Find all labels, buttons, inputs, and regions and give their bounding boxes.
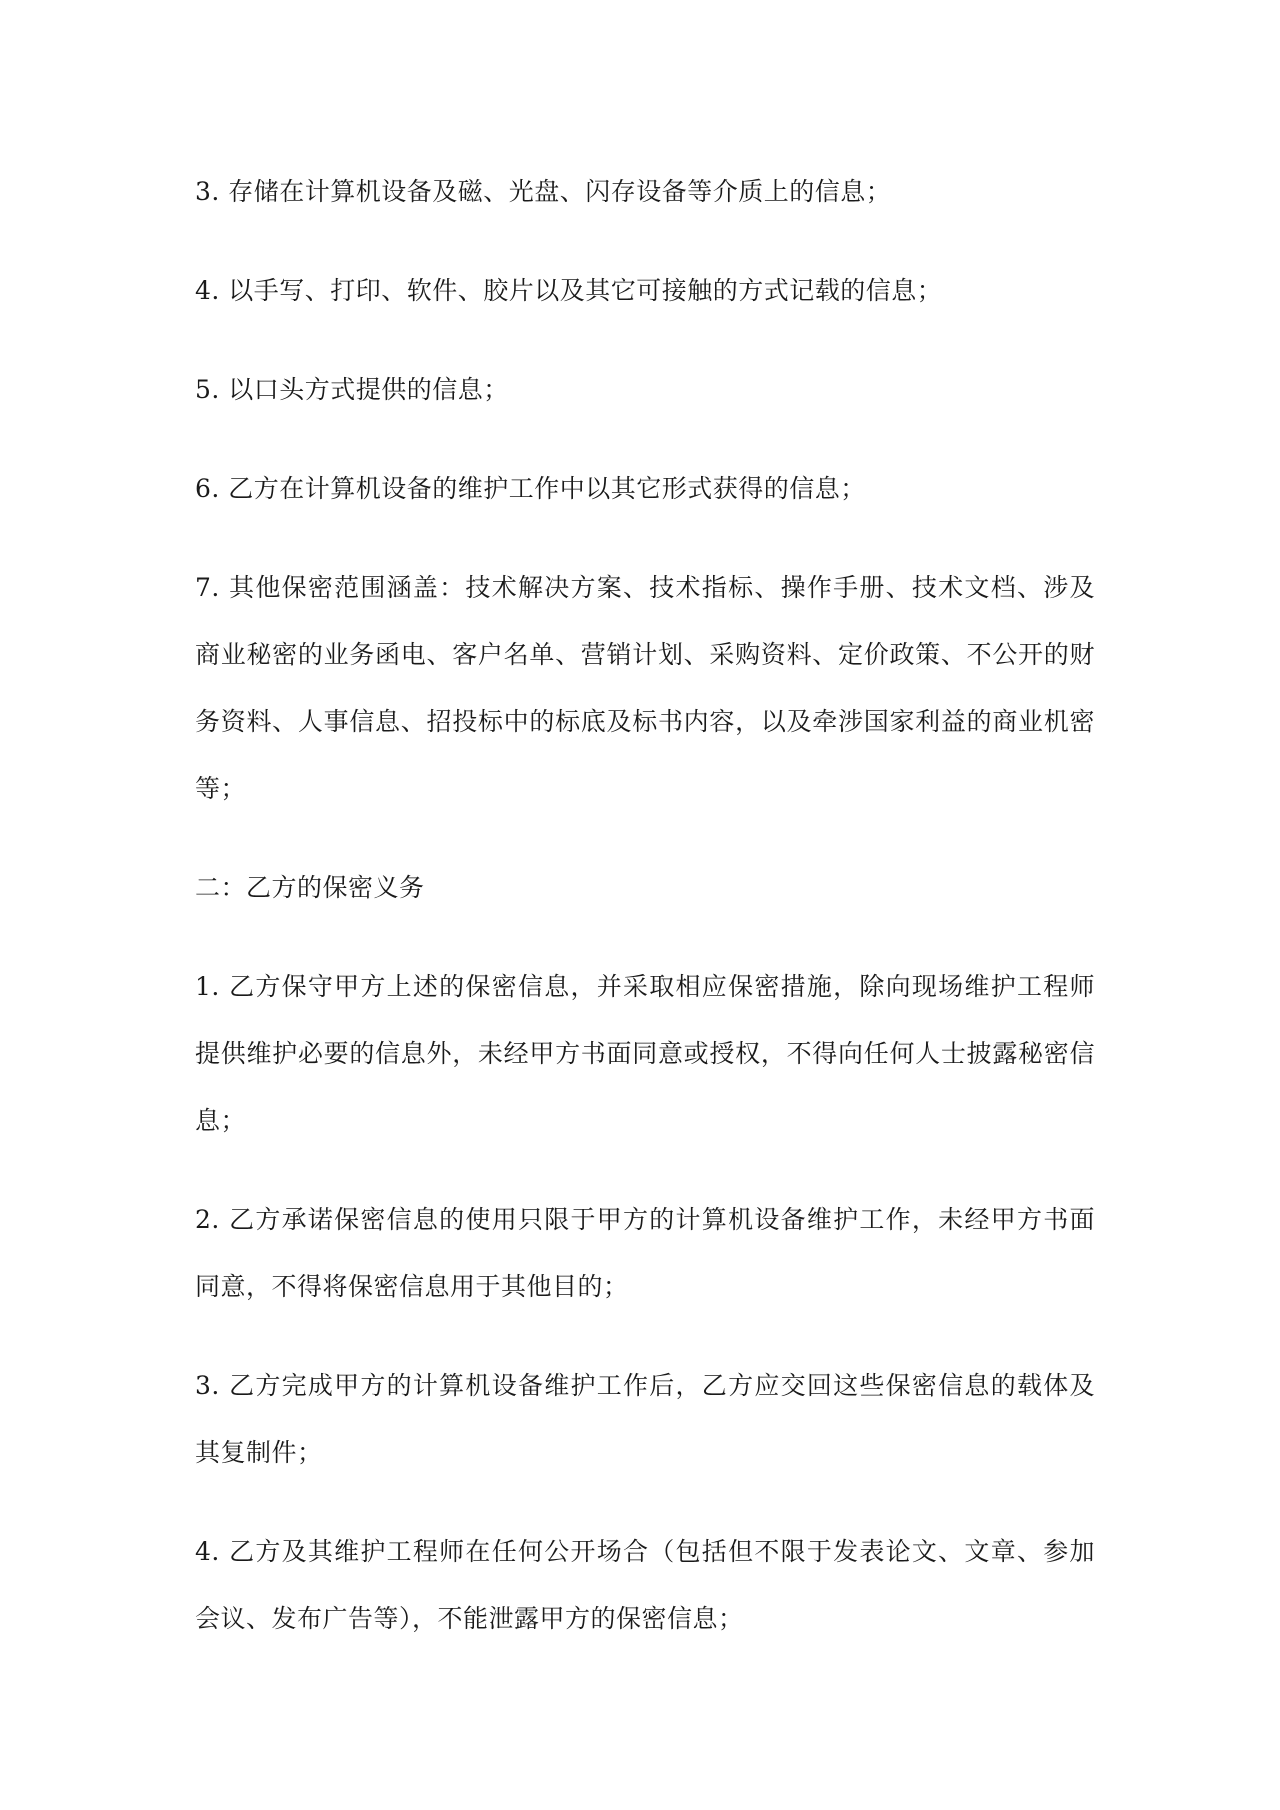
paragraph-obligation-1: 1. 乙方保守甲方上述的保密信息，并采取相应保密措施，除向现场维护工程师提供维护必要的信息外，未经甲方书面同意或授权，不得向任何人士披露秘密信息； [195, 972, 1095, 1135]
paragraph-item-3-storage-media: 3. 存储在计算机设备及磁、光盘、闪存设备等介质上的信息； [195, 177, 892, 206]
paragraph-obligation-4: 4. 乙方及其维护工程师在任何公开场合（包括但不限于发表论文、文章、参加会议、发布广告等），不能泄露甲方的保密信息； [195, 1537, 1095, 1633]
paragraph-obligation-2: 2. 乙方承诺保密信息的使用只限于甲方的计算机设备维护工作，未经甲方书面同意，不得将保密信息用于其他目的； [195, 1205, 1095, 1301]
paragraph-obligation-3: 3. 乙方完成甲方的计算机设备维护工作后，乙方应交回这些保密信息的载体及其复制件； [195, 1371, 1095, 1467]
paragraph-item-6-other-forms: 6. 乙方在计算机设备的维护工作中以其它形式获得的信息； [195, 474, 866, 503]
section-heading-confidentiality-obligations: 二：乙方的保密义务 [195, 873, 425, 902]
paragraph-item-5-oral-info: 5. 以口头方式提供的信息； [195, 375, 509, 404]
paragraph-item-4-recorded-info: 4. 以手写、打印、软件、胶片以及其它可接触的方式记载的信息； [195, 276, 943, 305]
paragraph-item-7-other-scope: 7. 其他保密范围涵盖：技术解决方案、技术指标、操作手册、技术文档、涉及商业秘密的业务函电、客户名单、营销计划、采购资料、定价政策、不公开的财务资料、人事信息、招投标中的标底及标书内容，以及牵涉国家利益的商业机密等； [195, 573, 1095, 803]
document-page [195, 158, 1095, 1684]
